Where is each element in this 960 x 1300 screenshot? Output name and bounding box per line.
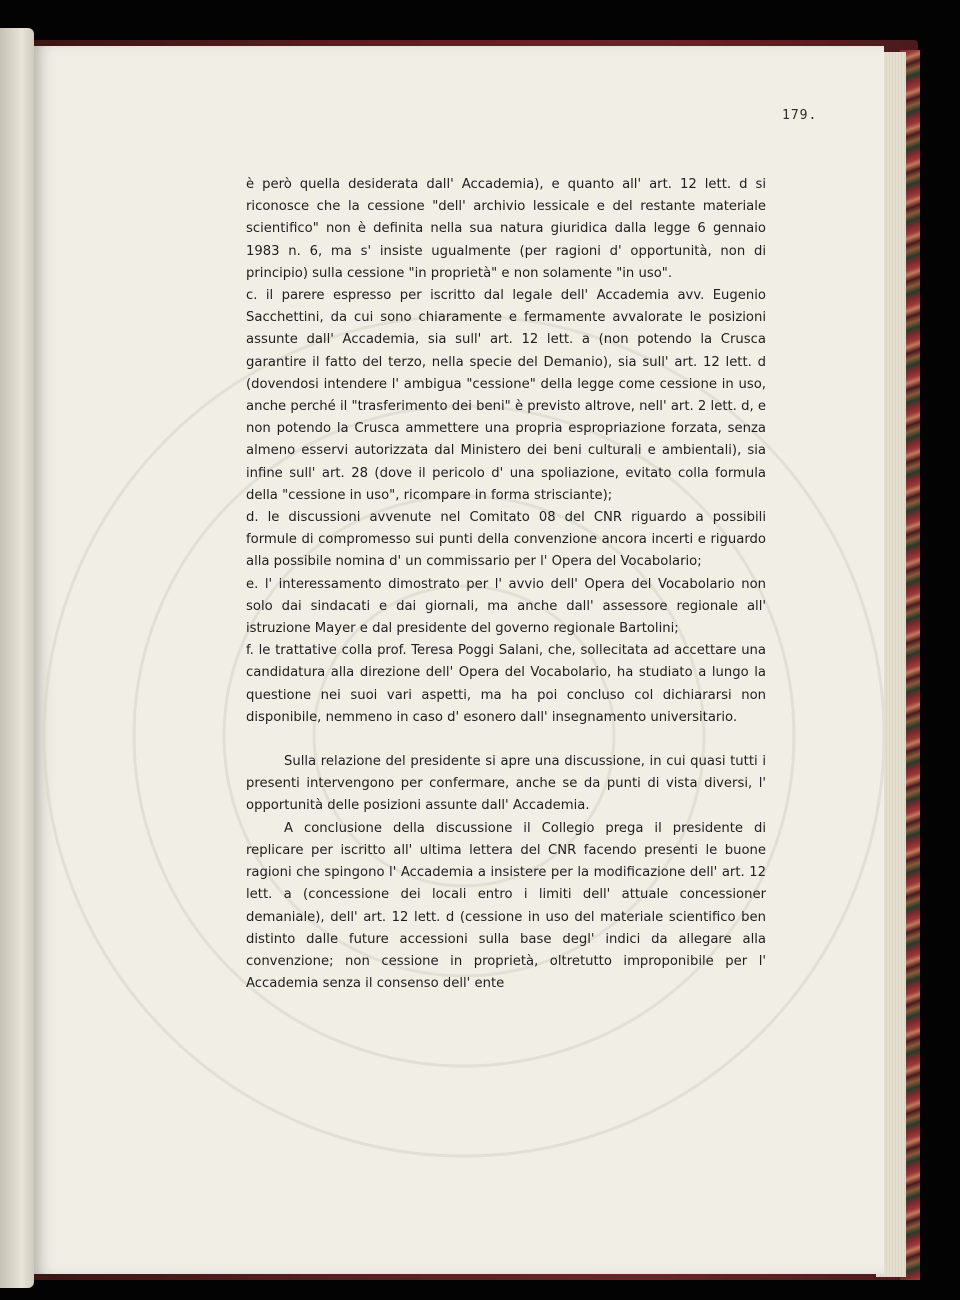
facing-page-edge bbox=[0, 28, 34, 1288]
paragraph-intro: è però quella desiderata dall' Accademia), e quanto all' art. 12 lett. d si riconosce che la cessione "dell' archivio lessicale e del restante materiale scientifico" non è definita nella sua natura giuridica dalla legge 6 gennaio 1983 n. 6, ma s' insiste ugualmente (per ragioni d' opportunità, non di principio) sulla cessione "in proprietà" e non solamente "in uso". bbox=[246, 177, 766, 281]
document-page bbox=[34, 46, 884, 1274]
list-item-e: e. l' interessamento dimostrato per l' avvio dell' Opera del Vocabolario non solo dai sindacati e dai giornali, ma anche dall' assessore regionale all' istruzione Mayer e dal presidente del governo regionale Bartolini; bbox=[246, 576, 766, 637]
paragraph-discussion: Sulla relazione del presidente si apre una discussione, in cui quasi tutti i presenti intervengono per confermare, anche se da punti di vista diversi, l' opportunità delle posizioni assunte dall' Accademia. bbox=[246, 754, 766, 814]
paragraph-gap bbox=[246, 729, 766, 751]
list-item-c: c. il parere espresso per iscritto dal legale dell' Accademia avv. Eugenio Sacchettini, da cui sono chiaramente e fermamente avvalorate le posizioni assunte dall' Accademia, sia sull' art. 12 lett. a (non potendo la Crusca garantire il fatto del terzo, nella specie del Demanio), sia sull' art. 12 lett. d (dovendosi intendere l' ambigua "cessione" della legge come cessione in uso, anche perché il "trasferimento dei beni" è previsto altrove, nell' art. 2 lett. d, e non potendo la Crusca ammettere una propria espropriazione forzata, senza almeno esservi autorizzata dal Ministero dei beni culturali e ambientali), sia infine sull' art. 28 (dove il pericolo d' una spoliazione, evitato colla formula della "cessione in uso", ricompare in forma strisciante); bbox=[246, 288, 766, 503]
list-item-f: f. le trattative colla prof. Teresa Poggi Salani, che, sollecitata ad accettare una candidatura alla direzione dell' Opera del Vocabolario, ha studiato a lungo la questione nei suoi vari aspetti, ma ha poi concluso col dichiararsi non disponibile, nemmeno in caso d' esonero dall' insegnamento universitario. bbox=[246, 643, 766, 725]
page-number: 179. bbox=[782, 108, 818, 123]
list-item-d: d. le discussioni avvenute nel Comitato 08 del CNR riguardo a possibili formule di compromesso sui punti della convenzione ancora incerti e riguardo alla possibile nomina d' un commissario per l' Opera del Vocabolario; bbox=[246, 510, 766, 570]
body-text bbox=[246, 174, 766, 995]
paragraph-conclusion: A conclusione della discussione il Collegio prega il presidente di replicare per iscritto all' ultima lettera del CNR facendo presenti le buone ragioni che spingono l' Accademia a insistere per la modificazione dell' art. 12 lett. a (concessione dei locali entro i limiti dell' attuale concessioner demaniale), dell' art. 12 lett. d (cessione in uso del materiale scientifico ben distinto dalle future accessioni sulla base degl' indici da allegare alla convenzione; non cessione in proprietà, oltretutto improponibile per l' Accademia senza il consenso dell' ente bbox=[246, 820, 766, 992]
